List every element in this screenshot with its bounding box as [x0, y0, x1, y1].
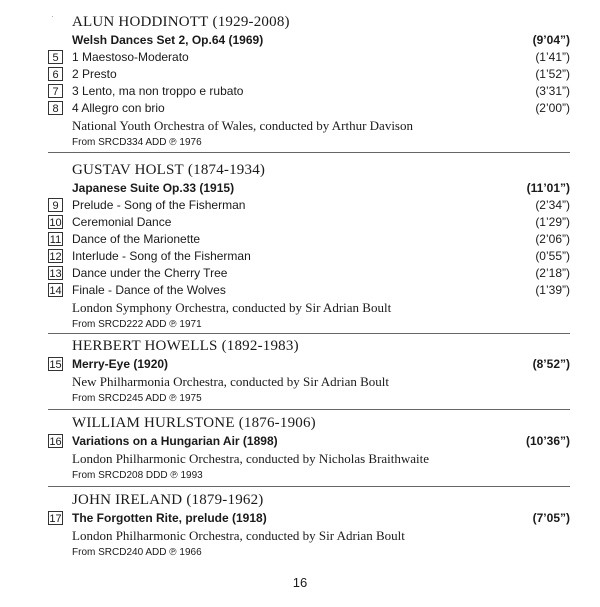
work-duration: (11’01”) — [526, 181, 570, 195]
composer-name: JOHN IRELAND — [72, 492, 183, 508]
work-title: Welsh Dances Set 2, Op.64 (1969) — [72, 33, 264, 47]
track-duration: (1’41”) — [535, 50, 570, 64]
track-row — [48, 265, 570, 282]
composer-section-ireland — [48, 490, 570, 560]
track-row — [48, 197, 570, 214]
composer-heading — [48, 490, 570, 510]
track-row — [48, 66, 570, 83]
track-title: Prelude - Song of the Fisherman — [72, 198, 246, 212]
track-title: Ceremonial Dance — [72, 215, 172, 229]
track-duration: (2’00”) — [535, 101, 570, 115]
section-divider — [48, 152, 570, 153]
performer-credit: London Philharmonic Orchestra, conducted by Sir Adrian Boult — [72, 528, 405, 543]
work-title: Merry-Eye (1920) — [72, 357, 169, 371]
work-title-row — [48, 356, 570, 373]
composer-heading — [48, 336, 570, 356]
composer-name: WILLIAM HURLSTONE — [72, 415, 235, 431]
section-divider — [48, 486, 570, 487]
track-number: 15 — [49, 359, 62, 371]
composer-dates: (1892-1983) — [221, 338, 299, 354]
track-number: 11 — [49, 234, 62, 246]
track-duration: (0’55”) — [535, 249, 570, 263]
section-divider — [48, 333, 570, 334]
track-number: 10 — [49, 217, 62, 229]
track-row — [48, 214, 570, 231]
track-number: 9 — [48, 198, 63, 212]
composer-name: HERBERT HOWELLS — [72, 338, 218, 354]
track-title: Finale - Dance of the Wolves — [72, 283, 226, 297]
composer-dates: (1929-2008) — [212, 14, 290, 30]
track-title: 3 Lento, ma non troppo e rubato — [72, 84, 244, 98]
track-duration: (1’52”) — [535, 67, 570, 81]
track-title: 1 Maestoso-Moderato — [72, 50, 189, 64]
source-line: From SRCD208 DDD ℗ 1993 — [72, 470, 203, 481]
track-row — [48, 282, 570, 299]
track-title: Dance under the Cherry Tree — [72, 266, 228, 280]
source-line: From SRCD240 ADD ℗ 1966 — [72, 547, 202, 558]
track-duration: (1’39”) — [535, 283, 570, 297]
track-title: Dance of the Marionette — [72, 232, 201, 246]
composer-dates: (1874-1934) — [187, 162, 266, 178]
composer-name: GUSTAV HOLST — [72, 162, 184, 178]
work-title-row — [48, 32, 570, 49]
track-number: 13 — [49, 268, 62, 280]
composer-dates: (1876-1906) — [238, 415, 316, 431]
track-row — [48, 231, 570, 248]
work-duration: (10’36”) — [525, 434, 570, 448]
section-divider — [48, 409, 570, 410]
track-duration: (2’18”) — [535, 266, 570, 280]
track-title: Interlude - Song of the Fisherman — [72, 249, 251, 263]
track-number: 12 — [49, 251, 62, 263]
source-line: From SRCD334 ADD ℗ 1976 — [72, 137, 202, 148]
source-line: From SRCD222 ADD ℗ 1971 — [72, 319, 202, 330]
track-title: 4 Allegro con brio — [72, 101, 165, 115]
track-number: 5 — [48, 50, 63, 64]
work-duration: (7’05”) — [532, 511, 570, 525]
composer-heading — [48, 160, 570, 180]
performer-credit: London Philharmonic Orchestra, conducted by Nicholas Braithwaite — [72, 451, 430, 466]
work-title-row — [48, 433, 570, 450]
source-line: From SRCD245 ADD ℗ 1975 — [72, 393, 202, 404]
track-number: 7 — [48, 84, 63, 98]
track-duration: (3’31”) — [535, 84, 570, 98]
decorative-dot: · — [51, 12, 54, 21]
track-row — [48, 83, 570, 100]
track-row — [48, 248, 570, 265]
track-duration: (2’06”) — [535, 232, 570, 246]
performer-credit: New Philharmonia Orchestra, conducted by Sir Adrian Boult — [72, 374, 389, 389]
page-number: 16 — [292, 575, 308, 590]
work-title-row — [48, 510, 570, 527]
track-number: 6 — [48, 67, 63, 81]
track-number: 8 — [48, 101, 63, 115]
track-row — [48, 49, 570, 66]
track-row — [48, 100, 570, 117]
track-title: 2 Presto — [72, 67, 117, 81]
composer-heading — [48, 413, 570, 433]
work-title: Japanese Suite Op.33 (1915) — [72, 181, 235, 195]
performer-credit: National Youth Orchestra of Wales, conducted by Arthur Davison — [72, 118, 413, 133]
track-number: 14 — [49, 285, 62, 297]
composer-section-holst — [48, 160, 570, 332]
work-title: The Forgotten Rite, prelude (1918) — [72, 511, 267, 525]
composer-section-hoddinott — [48, 12, 570, 150]
composer-heading — [48, 12, 570, 32]
track-duration: (1’29”) — [535, 215, 570, 229]
work-duration: (8’52”) — [532, 357, 570, 371]
track-number: 17 — [49, 513, 62, 525]
composer-dates: (1879-1962) — [186, 492, 264, 508]
work-title-row — [48, 180, 570, 197]
performer-credit: London Symphony Orchestra, conducted by Sir Adrian Boult — [72, 300, 392, 315]
composer-section-howells — [48, 336, 570, 406]
composer-name: ALUN HODDINOTT — [72, 14, 209, 30]
track-number: 16 — [49, 436, 62, 448]
work-duration: (9’04”) — [532, 33, 570, 47]
composer-section-hurlstone — [48, 413, 570, 483]
track-duration: (2’34”) — [535, 198, 570, 212]
work-title: Variations on a Hungarian Air (1898) — [72, 434, 278, 448]
